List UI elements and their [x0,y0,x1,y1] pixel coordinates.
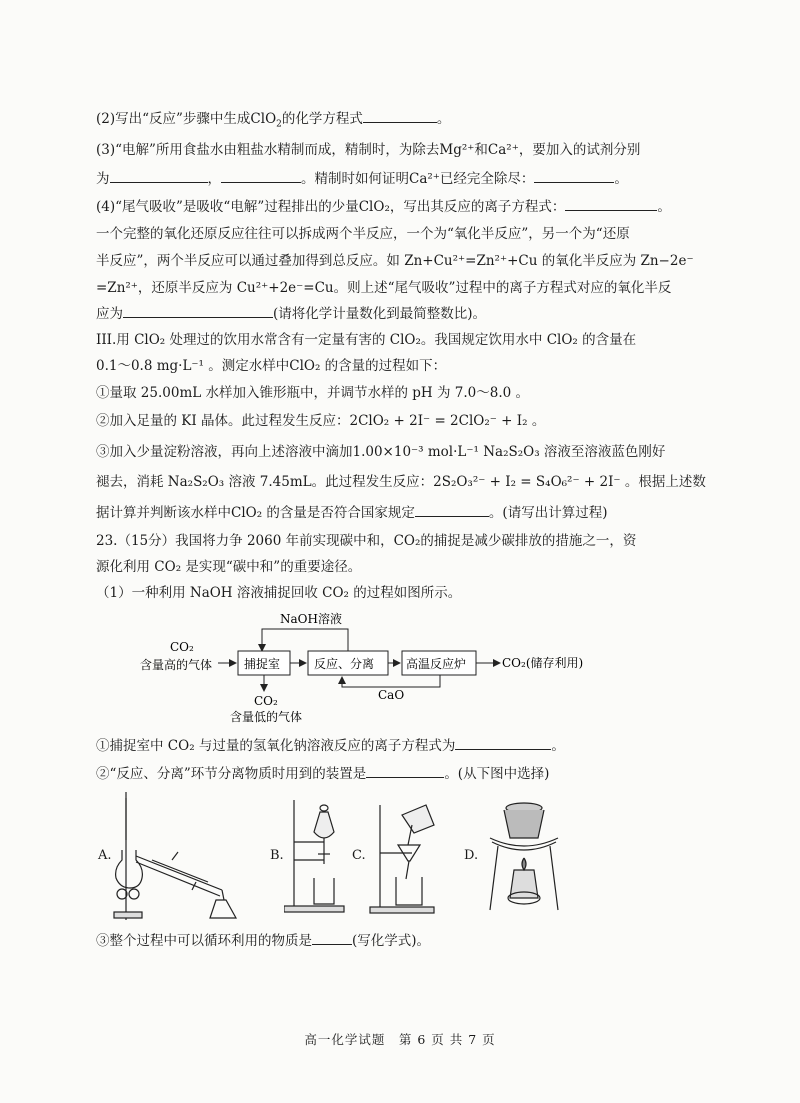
page-footer: 高一化学试题 第 6 页 共 7 页 [304,1032,496,1047]
q4-line-5 [96,303,486,324]
p3-blank[interactable] [415,502,489,517]
q3-blank-2[interactable] [221,168,301,183]
p3-line-2: 0.1～0.8 mg·L⁻¹ 。测定水样中ClO₂ 的含量的过程如下： [96,358,447,374]
q3-blank-1[interactable] [110,168,208,183]
option-c-label: C. [352,848,366,863]
q3-text-b: ， [207,171,221,187]
q2-end: 。 [436,111,451,127]
p3-line-1: III.用 ClO₂ 处理过的饮用水常含有一定量有害的 ClO₂。我国规定饮用水中 ClO₂ 的含量在 [96,332,637,348]
q4-line-1 [96,196,671,217]
evaporation-apparatus-icon[interactable] [480,798,570,916]
q23-sub-1-end: 。 [551,738,565,754]
q23-sub-2-text: ②“反应、分离”环节分离物质时用到的装置是 [96,766,367,782]
flow-box-furnace-label: 高温反应炉 [406,657,467,671]
p3-text-b: 。(请写出计算过程) [488,505,608,521]
q23-line-1: 23.（15分）我国将力争 2060 年前实现碳中和，CO₂的捕捉是减少碳排放的措施之一，资 [96,533,637,549]
p3-text-a: 据计算并判断该水样中ClO₂ 的含量是否符合国家规定 [96,505,415,521]
distillation-apparatus-icon[interactable] [112,790,242,922]
q23-sub-1 [96,735,565,756]
q2-line [96,108,450,135]
q23-sub-3 [96,930,430,951]
option-a-label: A. [98,848,112,863]
q23-line-2: 源化利用 CO₂ 是实现“碳中和”的重要途径。 [96,559,362,575]
q23-sub-1-blank[interactable] [455,735,551,750]
q2-answer-blank[interactable] [363,108,437,123]
q4-line-4: =Zn²⁺，还原半反应为 Cu²⁺+2e⁻=Cu。则上述“尾气吸收”过程中的离子方程式对应的氧化半反 [96,280,672,296]
q3-blank-3[interactable] [534,168,614,183]
flow-output-right: CO₂(储存利用) [502,656,584,670]
separatory-funnel-icon[interactable] [284,798,354,916]
q23-sub-3-text: ③整个过程中可以循环利用的物质是 [96,933,312,949]
flow-output-bottom-top: CO₂ [254,694,278,708]
filtration-apparatus-icon[interactable] [368,795,448,917]
option-b-label: B. [270,848,284,863]
q4-line-3: 半反应”，两个半反应可以通过叠加得到总反应。如 Zn+Cu²⁺=Zn²⁺+Cu 的氧化半反应为 Zn−2e⁻ [96,253,694,269]
p3-line-3: ①量取 25.00mL 水样加入锥形瓶中，并调节水样的 pH 为 7.0～8.0 。 [96,385,530,401]
q4-text-b: 。 [657,199,671,215]
q4-blank-2[interactable] [123,303,273,318]
q4-text-c: 应为 [96,306,123,322]
q4-text-a: (4)“尾气吸收”是吸收“电解”过程排出的少量ClO₂，写出其反应的离子方程式： [96,199,566,215]
flow-cao-label: CaO [378,688,405,702]
flow-naoh-loop [262,629,348,651]
q23-sub-3-end: (写化学式)。 [352,933,431,949]
capture-flow-diagram [130,605,610,725]
q2-sub: 2 [276,119,282,130]
q23-sub-1-text: ①捕捉室中 CO₂ 与过量的氢氧化钠溶液反应的离子方程式为 [96,738,456,754]
p3-line-7 [96,502,607,523]
flow-input-bottom: 含量高的气体 [140,658,213,672]
q23-sub-2 [96,763,549,784]
q3-line-2 [96,168,628,189]
q23-sub-2-blank[interactable] [366,763,444,778]
p3-line-4: ②加入足量的 KI 晶体。此过程发生反应：2ClO₂ + 2I⁻ = 2ClO₂⁻ + I₂ 。 [96,413,546,429]
q4-blank-1[interactable] [565,196,657,211]
q23-sub-2-end: 。(从下图中选择) [444,766,550,782]
p3-line-5: ③加入少量淀粉溶液，再向上述溶液中滴加1.00×10⁻³ mol·L⁻¹ Na₂S₂O₃ 溶液至溶液蓝色刚好 [96,444,666,460]
q23-sub-3-blank[interactable] [312,930,352,945]
q2-text-a: (2)写出“反应”步骤中生成ClO [96,111,277,127]
p3-line-6: 褪去，消耗 Na₂S₂O₃ 溶液 7.45mL。此过程发生反应：2S₂O₃²⁻ + I₂ = S₄O₆²⁻ + 2I⁻ 。根据上述数 [96,474,706,490]
flow-output-bottom: 含量低的气体 [230,710,303,724]
q3-line-1: (3)“电解”所用食盐水由粗盐水精制而成，精制时，为除去Mg²⁺和Ca²⁺，要加入的试剂分别 [96,142,641,158]
option-d-label: D. [464,848,479,863]
q3-text-c: 。精制时如何证明Ca²⁺已经完全除尽： [301,171,535,187]
q23-line-3: （1）一种利用 NaOH 溶液捕捉回收 CO₂ 的过程如图所示。 [96,585,462,601]
q2-text-b: 的化学方程式 [281,111,363,127]
flow-box-react-label: 反应、分离 [314,657,375,671]
q3-text-a: 为 [96,171,110,187]
flow-naoh-label: NaOH溶液 [280,612,342,626]
q3-text-d: 。 [614,171,628,187]
q4-line-2: 一个完整的氧化还原反应往往可以拆成两个半反应，一个为“氧化半反应”，另一个为“还原 [96,226,630,242]
flow-input-top: CO₂ [170,640,194,654]
flow-box-capture-label: 捕捉室 [244,657,281,671]
flow-cao-loop [342,675,440,687]
q4-text-d: (请将化学计量数化到最简整数比)。 [273,306,487,322]
